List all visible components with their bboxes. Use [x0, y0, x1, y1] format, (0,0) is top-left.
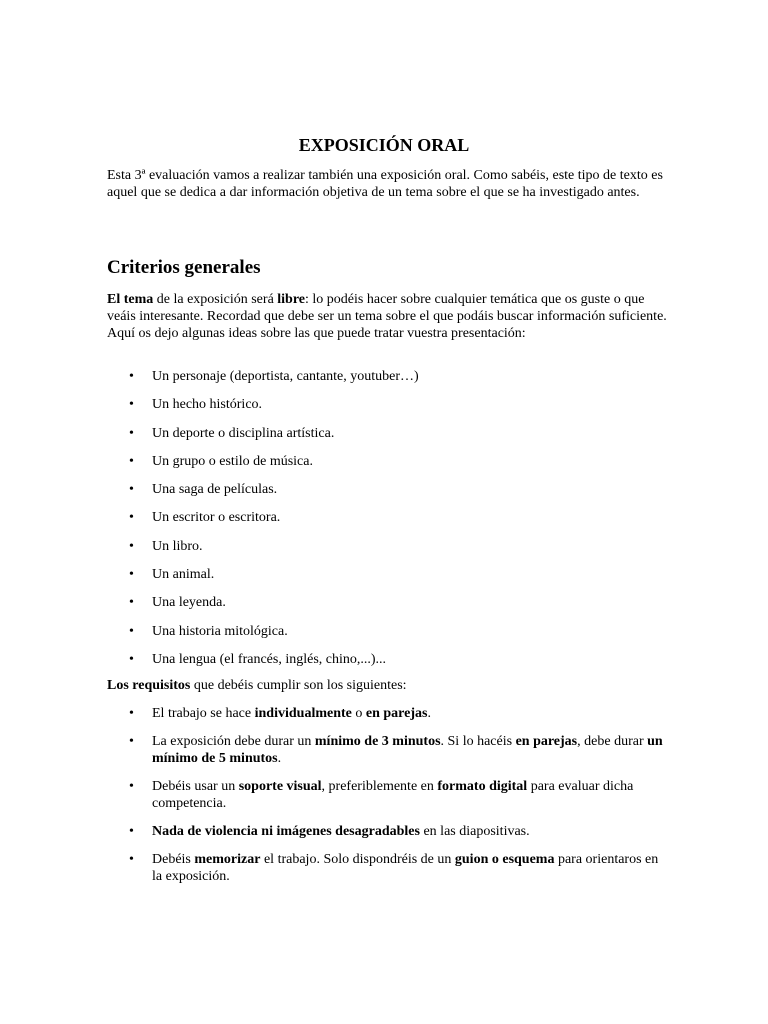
idea-item: • Una historia mitológica.	[107, 623, 667, 640]
req-text: Debéis	[152, 852, 195, 867]
idea-item: • Una saga de películas.	[107, 481, 667, 498]
req-text: en las diapositivas.	[419, 824, 530, 839]
req-text: , preferiblemente en	[321, 779, 438, 794]
req-bold: guion o esquema	[454, 852, 555, 867]
requisitos-text: que debéis cumplir son los siguientes:	[190, 678, 407, 693]
requisitos-bold: Los requisitos	[107, 678, 191, 693]
req-text: El trabajo se hace	[152, 706, 255, 721]
req-bold: en parejas	[515, 734, 578, 749]
idea-item: • Un escritor o escritora.	[107, 509, 667, 526]
req-bold: un mínimo de 5 minutos	[152, 734, 663, 766]
req-text: Debéis usar un	[152, 779, 239, 794]
requisito-item	[107, 778, 667, 812]
req-text: . Si lo hacéis	[440, 734, 516, 749]
req-bold: formato digital	[437, 779, 528, 794]
req-bold: en parejas	[365, 706, 428, 721]
section-heading-criterios: Criterios generales	[107, 257, 261, 278]
requisito-item	[107, 733, 667, 767]
req-text: , debe durar	[577, 734, 648, 749]
intro-paragraph: Esta 3ª evaluación vamos a realizar también una exposición oral. Como sabéis, este tipo de texto es aquel que se dedica a dar información objetiva de un tema sobre el que se ha investigado antes.	[107, 168, 663, 200]
requisito-item	[107, 851, 667, 885]
criterio-bold-tema: El tema	[107, 292, 154, 307]
idea-item: • Una lengua (el francés, inglés, chino,...)...	[107, 651, 667, 668]
idea-item: • Una leyenda.	[107, 594, 667, 611]
req-text: el trabajo. Solo dispondréis de un	[260, 852, 455, 867]
criterio-text-2: : lo podéis hacer sobre cualquier temática que os guste o que veáis interesante. Recordad que debe ser un tema sobre el que podáis buscar información suficiente. Aquí os dejo algunas ideas sobre las que puede tratar vuestra presentación:	[107, 292, 667, 341]
idea-item: • Un deporte o disciplina artística.	[107, 425, 667, 442]
req-text: para orientaros en la exposición.	[152, 852, 659, 884]
idea-item: • Un animal.	[107, 566, 667, 583]
requisitos-intro	[107, 677, 667, 694]
criterio-paragraph	[107, 291, 667, 342]
req-text: o	[351, 706, 366, 721]
req-bold: Nada de violencia ni imágenes desagradables	[152, 824, 420, 839]
criterio-bold-libre: libre	[277, 292, 306, 307]
requisito-item	[107, 823, 667, 840]
req-text: .	[277, 751, 282, 766]
req-bold: mínimo de 3 minutos	[314, 734, 441, 749]
requisito-item	[107, 705, 667, 722]
req-text: La exposición debe durar un	[152, 734, 315, 749]
idea-item: • Un personaje (deportista, cantante, youtuber…)	[107, 368, 667, 385]
req-text: .	[427, 706, 431, 721]
idea-item: • Un hecho histórico.	[107, 396, 667, 413]
document-title: EXPOSICIÓN ORAL	[298, 135, 470, 155]
req-text: para evaluar dicha competencia.	[152, 779, 634, 811]
idea-item: • Un libro.	[107, 538, 667, 555]
criterio-text-1: de la exposición será	[153, 292, 278, 307]
idea-item: • Un grupo o estilo de música.	[107, 453, 667, 470]
ideas-list	[107, 368, 667, 679]
req-bold: memorizar	[194, 852, 261, 867]
req-bold: individualmente	[254, 706, 352, 721]
requisitos-list	[107, 705, 667, 896]
req-bold: soporte visual	[238, 779, 322, 794]
